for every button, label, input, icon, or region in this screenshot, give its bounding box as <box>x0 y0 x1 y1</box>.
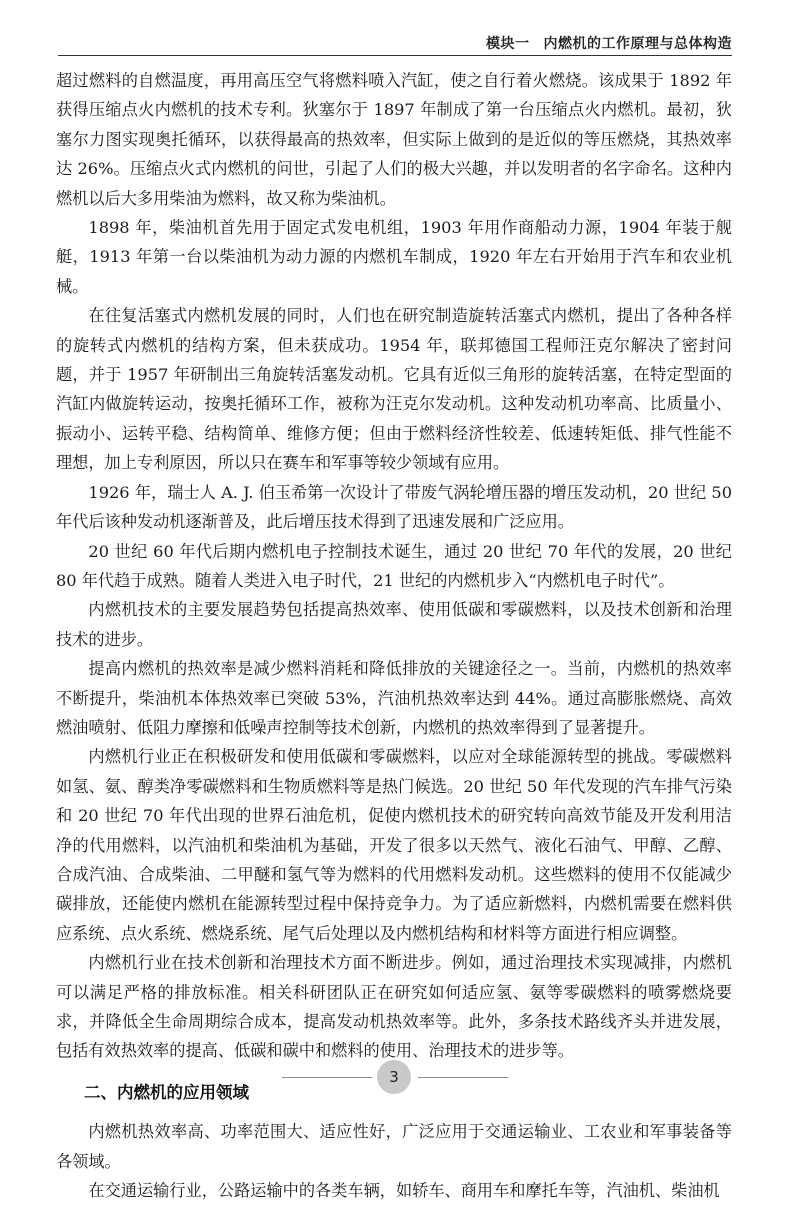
paragraph: 1898 年，柴油机首先用于固定式发电机组，1903 年用作商船动力源，1904 年装于舰艇，1913 年第一台以柴油机为动力源的内燃机车制成，1920 年左右开始用于汽车和农业机械。 <box>56 218 732 296</box>
running-header <box>486 33 732 53</box>
paragraph: 在往复活塞式内燃机发展的同时，人们也在研究制造旋转活塞式内燃机，提出了各种各样的旋转式内燃机的结构方案，但未获成功。1954 年，联邦德国工程师汪克尔解决了密封问题，并于 1957 年研制出三角旋转活塞发动机。它具有近似三角形的旋转活塞，在特定型面的汽缸内做旋转运动，按奥托循环工作，被称为汪克尔发动机。这种发动机功率高、比质量小、振动小、运转平稳、结构简单、维修方便；但由于燃料经济性较差、低速转矩低、排气性能不理想，加上专利原因，所以只在赛车和军事等较少领域有应用。 <box>56 306 732 473</box>
paragraph: 提高内燃机的热效率是减少燃料消耗和降低排放的关键途径之一。当前，内燃机的热效率不断提升，柴油机本体热效率已突破 53%，汽油机热效率达到 44%。通过高膨胀燃烧、高效燃油喷射、低阻力摩擦和低噪声控制等技术创新，内燃机的热效率得到了显著提升。 <box>56 659 732 737</box>
paragraph: 超过燃料的自燃温度，再用高压空气将燃料喷入汽缸，使之自行着火燃烧。该成果于 1892 年获得压缩点火内燃机的技术专利。狄塞尔于 1897 年制成了第一台压缩点火内燃机。最初，狄塞尔力图实现奥托循环，以获得最高的热效率，但实际上做到的是近似的等压燃烧，其热效率达 26%。压缩点火式内燃机的问世，引起了人们的极大兴趣，并以发明者的名字命名。这种内燃机以后大多用柴油为燃料，故又称为柴油机。 <box>56 71 732 208</box>
paragraph: 内燃机行业正在积极研发和使用低碳和零碳燃料，以应对全球能源转型的挑战。零碳燃料如氢、氨、醇类净零碳燃料和生物质燃料等是热门候选。20 世纪 50 年代发现的汽车排气污染和 20 世纪 70 年代出现的世界石油危机，促使内燃机技术的研究转向高效节能及开发利用洁净的代用燃料，以汽油机和柴油机为基础，开发了很多以天然气、液化石油气、甲醇、乙醇、合成汽油、合成柴油、二甲醚和氢气等为燃料的代用燃料发动机。这些燃料的使用不仅能减少碳排放，还能使内燃机在能源转型过程中保持竞争力。为了适应新燃料，内燃机需要在燃料供应系统、点火系统、燃烧系统、尾气后处理以及内燃机结构和材料等方面进行相应调整。 <box>56 747 732 943</box>
paragraph: 1926 年，瑞士人 A. J. 伯玉希第一次设计了带废气涡轮增压器的增压发动机，20 世纪 50 年代后该种发动机逐渐普及，此后增压技术得到了迅速发展和广泛应用。 <box>56 482 732 532</box>
paragraph: 内燃机行业在技术创新和治理技术方面不断进步。例如，通过治理技术实现减排，内燃机可以满足严格的排放标准。相关科研团队正在研究如何适应氢、氨等零碳燃料的喷雾燃烧要求，并降低全生命周期综合成本，提高发动机热效率等。此外，多条技术路线齐头并进发展，包括有效热效率的提高、低碳和碳中和燃料的使用、治理技术的进步等。 <box>56 953 732 1061</box>
paragraph: 20 世纪 60 年代后期内燃机电子控制技术诞生，通过 20 世纪 70 年代的发展，20 世纪 80 年代趋于成熟。随着人类进入电子时代，21 世纪的内燃机步入“内燃机电子时代”。 <box>56 541 732 590</box>
footer-rule-right <box>418 1077 508 1078</box>
module-label: 模块一 <box>486 36 530 52</box>
paragraph: 内燃机热效率高、功率范围大、适应性好，广泛应用于交通运输业、工农业和军事装备等各领域。 <box>56 1122 732 1171</box>
paragraph: 在交通运输行业，公路运输中的各类车辆，如轿车、商用车和摩托车等，汽油机、柴油机 <box>88 1181 720 1201</box>
page-footer <box>0 1060 790 1096</box>
footer-rule-left <box>282 1077 372 1078</box>
page-header <box>0 0 790 58</box>
body-text <box>56 66 732 1205</box>
header-rule <box>58 55 732 56</box>
page-number: 3 <box>377 1060 411 1094</box>
paragraph: 内燃机技术的主要发展趋势包括提高热效率、使用低碳和零碳燃料，以及技术创新和治理技术的进步。 <box>56 600 732 649</box>
chapter-title: 内燃机的工作原理与总体构造 <box>543 36 732 52</box>
section-heading: 二、内燃机的应用领域 <box>84 1082 249 1102</box>
